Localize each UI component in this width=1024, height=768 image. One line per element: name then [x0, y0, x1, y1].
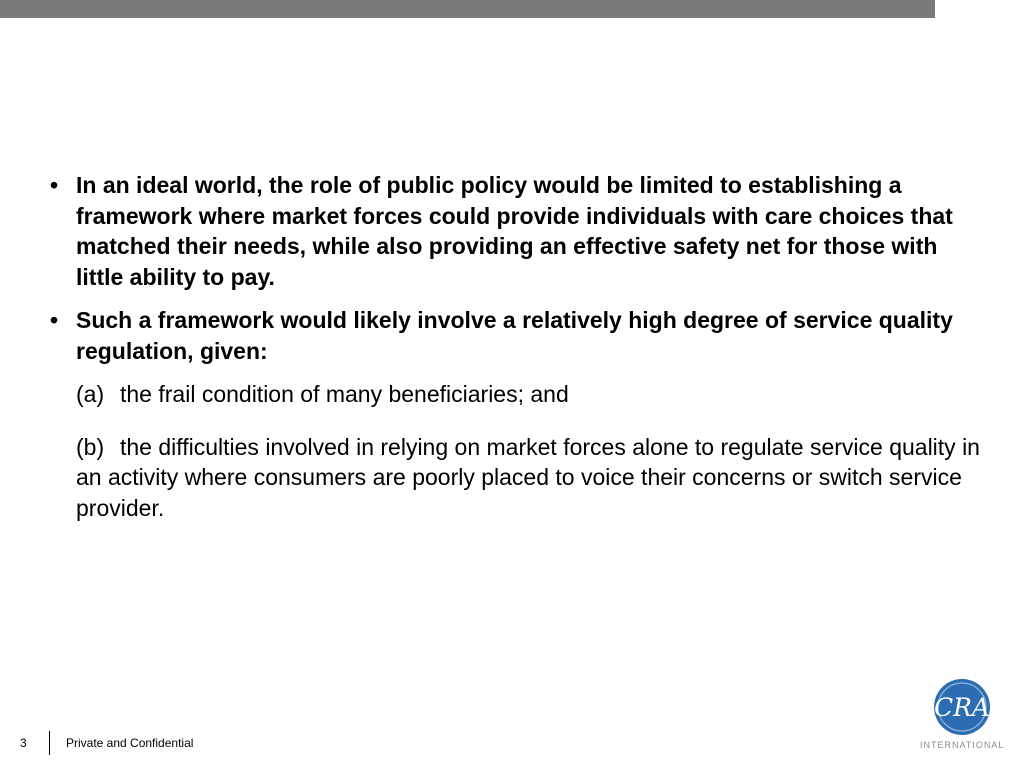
bullet-item: [50, 305, 980, 366]
bullet-text: Such a framework would likely involve a relatively high degree of service quality regulation, given:: [76, 307, 953, 364]
logo-caption: INTERNATIONAL: [920, 740, 1005, 750]
bullet-marker: •: [50, 172, 59, 198]
footer-divider: [49, 731, 50, 755]
sub-item-marker: (b): [76, 433, 105, 460]
slide-content: [50, 170, 980, 523]
page-number: 3: [20, 736, 27, 750]
sub-item-text: the difficulties involved in relying on market forces alone to regulate service quality in an activity where consumers are poorly placed to voice their concerns or switch service provider.: [76, 433, 980, 521]
sub-item-text: the frail condition of many beneficiaries; and: [120, 381, 569, 407]
bullet-marker: •: [50, 307, 59, 333]
sub-item: [50, 379, 980, 410]
bullet-text: In an ideal world, the role of public policy would be limited to establishing a framework where market forces could provide individuals with care choices that matched their needs, while also providing an effective safety net for those with little ability to pay.: [76, 172, 953, 290]
sub-item-marker: (a): [76, 381, 105, 407]
confidentiality-label: Private and Confidential: [66, 736, 194, 750]
svg-text:CRA: CRA: [933, 693, 991, 722]
bullet-item: [50, 170, 980, 292]
top-bar: [0, 0, 935, 18]
sub-item: [50, 432, 980, 524]
